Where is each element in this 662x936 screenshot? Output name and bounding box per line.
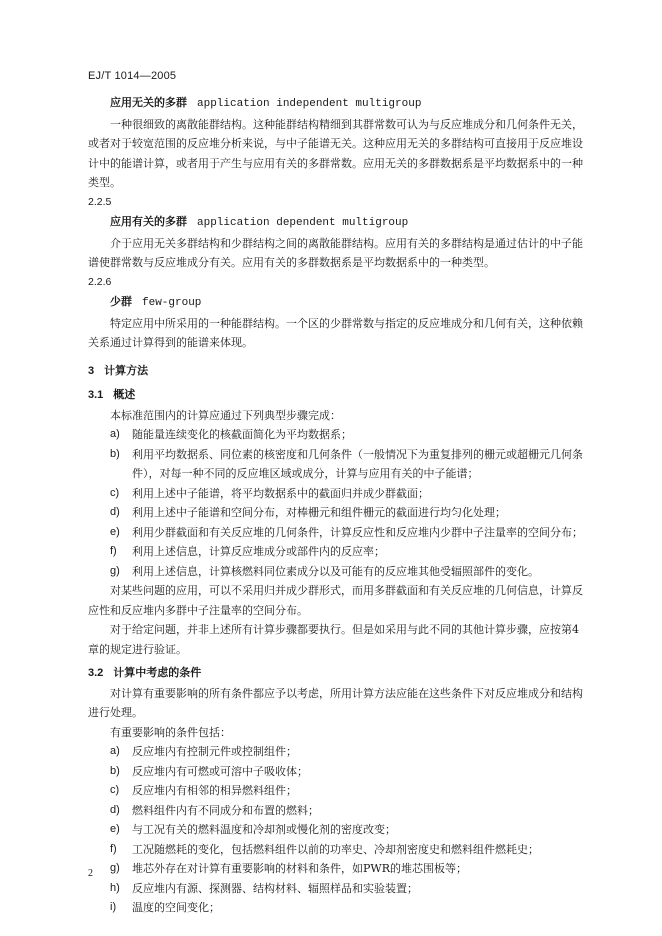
list-item-text: 反应堆内有可燃或可溶中子吸收体； <box>132 764 308 778</box>
paragraph: 对计算有重要影响的所有条件都应予以考虑，所用计算方法应能在这些条件下对反应堆成分和结构进行处理。 <box>88 686 583 719</box>
term-chinese: 少群 <box>110 295 132 308</box>
list-item <box>88 742 588 762</box>
list-item-label: f) <box>110 842 117 855</box>
list-item-text: 与工况有关的燃料温度和冷却剂或慢化剂的密度改变； <box>132 823 396 836</box>
definition-text: 介于应用无关多群结构和少群结构之间的离散能群结构。应用有关的多群结构是通过估计的中子能谱使群常数与反应堆成分有关。应用有关的多群数据系是平均数据系中的一种类型。 <box>88 236 583 269</box>
definition-term <box>88 212 588 234</box>
term-english: application independent multigroup <box>197 98 422 110</box>
page-number: 2 <box>88 868 93 879</box>
list-item-text: 利用上述中子能谱，将平均数据系中的截面归并成少群截面； <box>132 486 429 500</box>
clause-number: 2.2.6 <box>88 275 112 288</box>
definition-text: 一种很细致的离散能群结构。这种能群结构精细到其群常数可认为与反应堆成分和几何条件无关，或者对于较宽范围的反应堆分析来说，与中子能谱无关。这种应用无关的多群结构可直接用于反应堆设计中的能谱计算，或者用于产生与应用有关的多群常数。应用无关的多群数据系是平均数据系中的一种类型。 <box>88 117 583 189</box>
list-item-label: i) <box>110 901 117 913</box>
subsection-heading <box>88 663 588 684</box>
list-item <box>88 879 588 899</box>
list-item-text: 利用上述中子能谱和空间分布，对棒栅元和组件栅元的截面进行均匀化处理； <box>132 506 506 519</box>
list-item-text: 燃料组件内有不同成分和布置的燃料； <box>132 803 319 817</box>
list-item <box>88 762 588 782</box>
list-item <box>88 425 588 445</box>
list-item <box>88 781 588 801</box>
list-item-text: 反应堆内有控制元件或控制组件； <box>132 745 297 758</box>
list-item-label: b) <box>110 447 120 460</box>
list-item <box>88 859 588 879</box>
list-item-text: 利用平均数据系、同位素的核密度和几何条件（一般情况下为重复排列的栅元或超栅元几何条件），对每一种不同的反应堆区域或成分，计算与应用有关的中子能谱； <box>132 447 583 480</box>
clause-number: 2.2.5 <box>88 195 112 208</box>
term-english: few-group <box>142 297 202 309</box>
list-item <box>88 523 588 543</box>
list-item <box>88 840 588 860</box>
list-item-text: 堆芯外存在对计算有重要影响的材料和条件，如PWR的堆芯围板等； <box>132 862 467 875</box>
list-item-text: 反应堆内有相邻的相异燃料组件； <box>132 784 297 797</box>
term-chinese: 应用无关的多群 <box>110 96 187 109</box>
list-item-label: a) <box>110 745 120 757</box>
paragraph: 对于给定问题，并非上述所有计算步骤都要执行。但是如采用与此不同的其他计算步骤，应按第4章的规定进行验证。 <box>88 623 579 656</box>
list-item-label: b) <box>110 764 120 777</box>
list-item-text: 利用上述信息，计算核燃料同位素成分以及可能有的反应堆其他受辐照部件的变化。 <box>132 564 539 578</box>
list-item-label: a) <box>110 428 120 440</box>
definition-term <box>88 292 588 314</box>
term-chinese: 应用有关的多群 <box>110 215 187 228</box>
definition-term <box>88 93 588 115</box>
list-item <box>88 801 588 821</box>
section-number: 3.1 <box>88 389 104 401</box>
list-item-text: 工况随燃耗的变化，包括燃料组件以前的功率史、冷却剂密度史和燃料组件燃耗史； <box>132 842 539 856</box>
section-title: 概述 <box>113 388 136 401</box>
list-item-text: 随能量连续变化的核截面简化为平均数据系； <box>132 428 352 441</box>
list-item-text: 利用少群截面和有关反应堆的几何条件，计算反应性和反应堆内少群中子注量率的空间分布； <box>132 525 583 539</box>
list-item <box>88 898 588 918</box>
section-number: 3 <box>88 364 95 377</box>
list-item-text: 反应堆内有源、探测器、结构材料、辐照样品和实验装置； <box>132 881 418 895</box>
paragraph: 对某些问题的应用，可以不采用归并成少群形式，而用多群截面和有关反应堆的几何信息，计算反应性和反应堆内多群中子注量率的空间分布。 <box>88 584 583 617</box>
list-item <box>88 484 588 504</box>
list-item-label: f) <box>110 545 117 557</box>
list-item-label: h) <box>110 881 120 894</box>
list-item-label: d) <box>110 803 120 816</box>
step-list <box>88 425 588 581</box>
list-item-label: c) <box>110 486 120 499</box>
document-body <box>88 93 588 918</box>
list-item <box>88 820 588 840</box>
section-title: 计算方法 <box>104 363 149 377</box>
definition-text: 特定应用中所采用的一种能群结构。一个区的少群常数与指定的反应堆成分和几何有关，这种依赖关系通过计算得到的能谱来体现。 <box>88 316 583 349</box>
list-item-label: c) <box>110 784 120 796</box>
list-item-label: g) <box>110 564 120 577</box>
list-item-label: e) <box>110 525 120 538</box>
term-english: application dependent multigroup <box>197 217 409 229</box>
condition-list <box>88 742 588 918</box>
list-item-label: g) <box>110 862 120 874</box>
list-item <box>88 562 588 582</box>
list-item-text: 利用上述信息，计算反应堆成分或部件内的反应率； <box>132 545 385 558</box>
section-heading <box>88 361 588 382</box>
list-item-text: 温度的空间变化； <box>132 901 220 914</box>
paragraph: 本标准范围内的计算应通过下列典型步骤完成： <box>110 408 341 422</box>
section-number: 3.2 <box>88 667 104 679</box>
document-id-header: EJ/T 1014—2005 <box>88 70 177 82</box>
list-item <box>88 445 588 484</box>
list-item <box>88 503 588 523</box>
list-item-label: d) <box>110 506 120 518</box>
section-title: 计算中考虑的条件 <box>113 666 202 679</box>
list-item <box>88 542 588 562</box>
paragraph: 有重要影响的条件包括： <box>110 725 231 739</box>
list-item-label: e) <box>110 823 120 835</box>
subsection-heading <box>88 385 588 406</box>
